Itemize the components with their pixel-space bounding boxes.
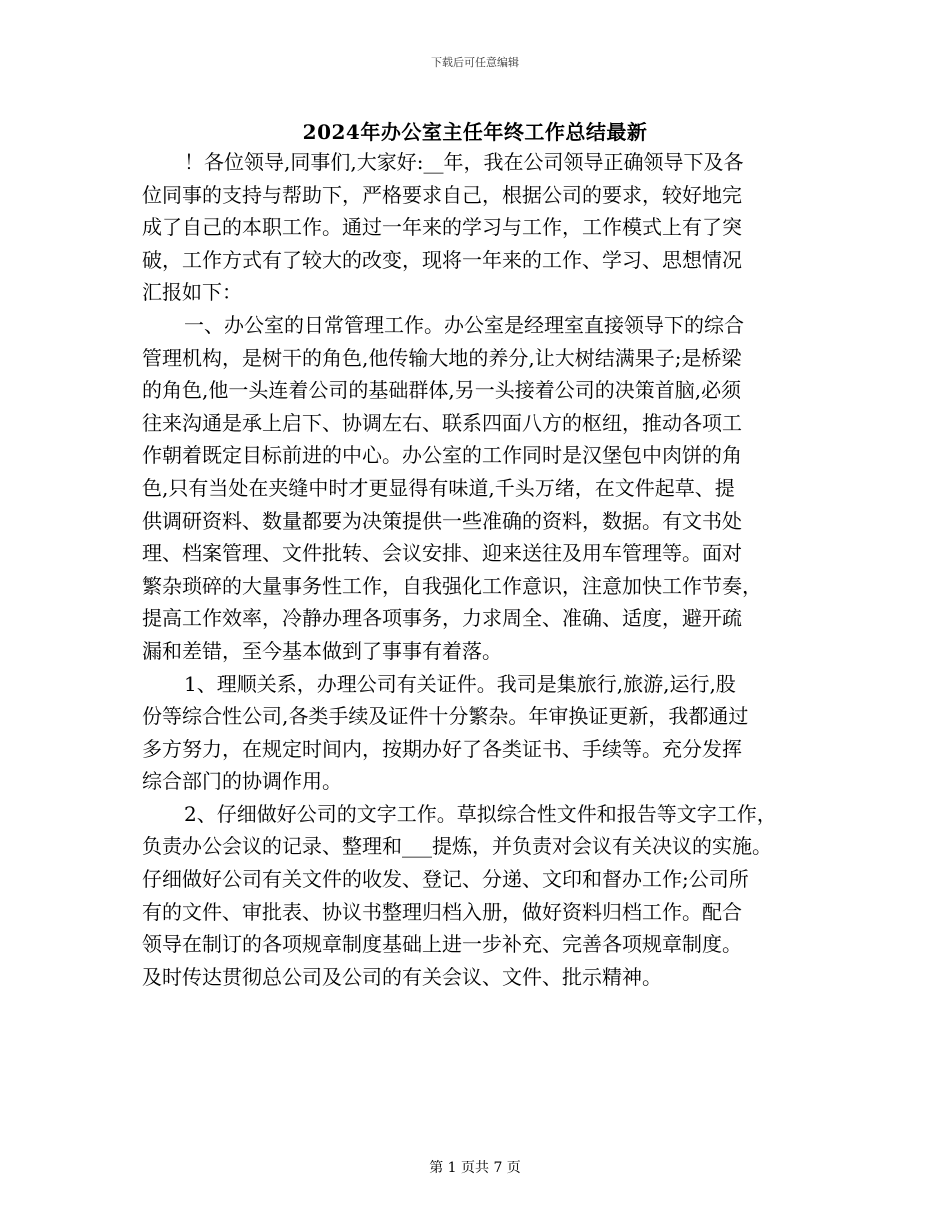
paragraph-line: 成了自己的本职工作。通过一年来的学习与工作，工作模式上有了突 [142,215,742,240]
paragraph-line: 1、理顺关系，办理公司有关证件。我司是集旅行,旅游,运行,股 [184,671,736,696]
paragraph-line: 往来沟通是承上启下、协调左右、联系四面八方的枢纽，推动各项工 [142,410,742,435]
paragraph-line: 汇报如下： [142,280,242,305]
paragraph-line: 的角色,他一头连着公司的基础群体,另一头接着公司的决策首脑,必须 [142,378,742,403]
paragraph-line: 提高工作效率，冷静办理各项事务，力求周全、准确、适度，避开疏 [142,606,742,631]
paragraph-line: 2、仔细做好公司的文字工作。草拟综合性文件和报告等文字工作， [184,801,777,826]
document-title: 2024年办公室主任年终工作总结最新 [302,120,648,144]
paragraph-line: 一、办公室的日常管理工作。办公室是经理室直接领导下的综合 [184,312,744,337]
paragraph-line: 及时传达贯彻总公司及公司的有关会议、文件、批示精神。 [142,964,662,989]
paragraph-line: 多方努力，在规定时间内，按期办好了各类证书、手续等。充分发挥 [142,736,742,761]
paragraph-line: 色,只有当处在夹缝中时才更显得有味道,千头万绪，在文件起草、提 [142,475,735,500]
download-note: 下载后可任意编辑 [431,56,519,69]
document-body [142,146,827,993]
paragraph-line: 负责办公会议的记录、整理和___提炼，并负责对会议有关决议的实施。 [142,834,772,859]
paragraph-line: 理、档案管理、文件批转、会议安排、迎来送往及用车管理等。面对 [142,541,742,566]
paragraph-line: 供调研资料、数量都要为决策提供一些准确的资料，数据。有文书处 [142,508,742,533]
paragraph-line: 漏和差错，至今基本做到了事事有着落。 [142,638,502,663]
page-number: 第 1 页共 7 页 [429,1160,521,1176]
paragraph-line: 破，工作方式有了较大的改变，现将一年来的工作、学习、思想情况 [142,247,742,272]
paragraph-line: 综合部门的协调作用。 [142,769,342,794]
paragraph-line: 有的文件、审批表、协议书整理归档入册，做好资料归档工作。配合 [142,899,742,924]
paragraph-line: 繁杂琐碎的大量事务性工作，自我强化工作意识，注意加快工作节奏， [142,573,762,598]
paragraph-line: 份等综合性公司,各类手续及证件十分繁杂。年审换证更新，我都通过 [142,704,749,729]
paragraph-line: 领导在制订的各项规章制度基础上进一步补充、完善各项规章制度。 [142,932,742,957]
paragraph-line: 作朝着既定目标前进的中心。办公室的工作同时是汉堡包中肉饼的角 [142,443,742,468]
paragraph-line: 管理机构，是树干的角色,他传输大地的养分,让大树结满果子;是桥梁 [142,345,742,370]
paragraph-line: ！各位领导,同事们,大家好:__年，我在公司领导正确领导下及各 [184,150,744,174]
paragraph-line: 仔细做好公司有关文件的收发、登记、分递、文印和督办工作;公司所 [142,867,749,892]
paragraph-line: 位同事的支持与帮助下，严格要求自己，根据公司的要求，较好地完 [142,182,742,207]
